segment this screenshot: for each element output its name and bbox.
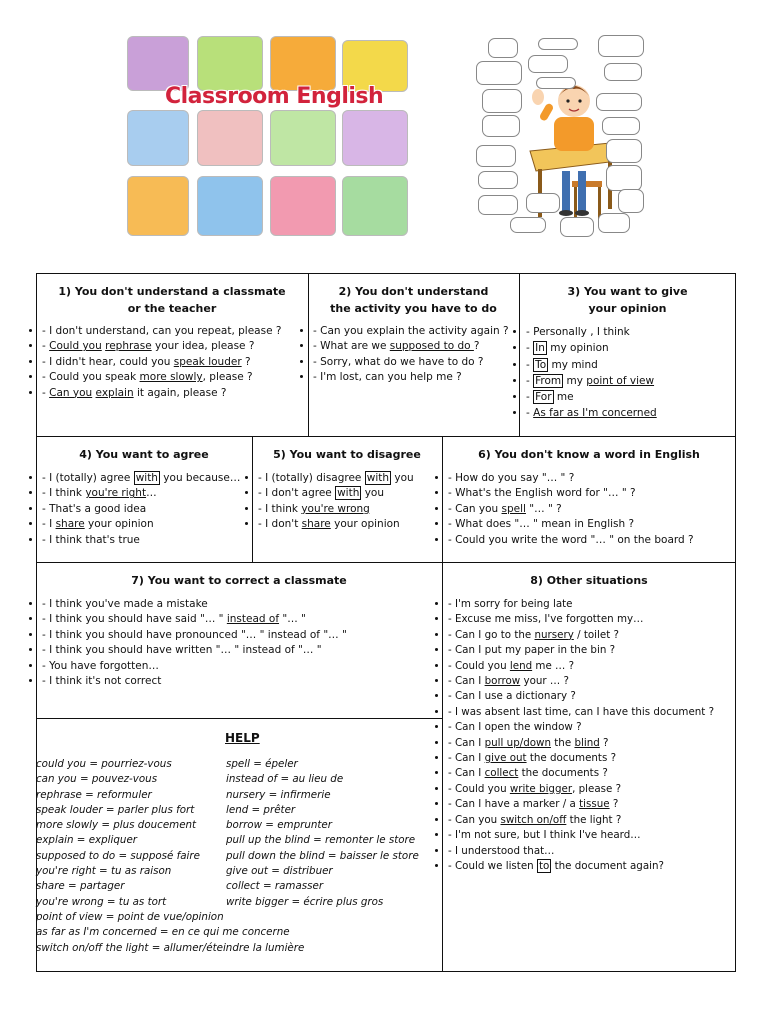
glossary-item: give out = distribuer xyxy=(226,865,333,878)
section-3-title-line1: 3) You want to give xyxy=(567,285,688,298)
list-item: • - Could you lend me … ? xyxy=(448,659,714,674)
glossary-item: explain = expliquer xyxy=(36,834,138,847)
section-8-list xyxy=(448,597,714,874)
speech-bubble xyxy=(536,77,576,89)
section-7-heading: 7) You want to correct a classmate xyxy=(131,574,347,587)
list-item: • - Excuse me miss, I've forgotten my… xyxy=(448,612,714,627)
poster-tile xyxy=(270,110,336,166)
list-item: • - You have forgotten… xyxy=(42,659,347,674)
list-item: • - I think it's not correct xyxy=(42,674,347,689)
section-5-heading: 5) You want to disagree xyxy=(273,448,421,461)
poster-tile xyxy=(197,176,263,236)
list-item: • - Could you rephrase your idea, please ? xyxy=(42,339,281,354)
section-8-heading: 8) Other situations xyxy=(530,574,648,587)
list-item: • - From my point of view xyxy=(526,373,657,389)
list-item: • - I don't understand, can you repeat, please ? xyxy=(42,324,281,339)
section-1-list xyxy=(42,324,281,401)
speech-bubble xyxy=(476,61,522,85)
list-item: • - Personally , I think xyxy=(526,324,657,340)
list-item: • - I'm not sure, but I think I've heard… xyxy=(448,828,714,843)
speech-bubble xyxy=(602,117,640,135)
list-item: • - As far as I'm concerned xyxy=(526,405,657,421)
section-1-heading xyxy=(36,283,308,317)
list-item: • - I (totally) agree with you because… xyxy=(42,471,240,486)
glossary-item: speak louder = parler plus fort xyxy=(36,803,195,816)
boy-with-speech-bubbles-illustration xyxy=(474,31,644,239)
list-item: • - Can I put my paper in the bin ? xyxy=(448,643,714,658)
section-4-heading: 4) You want to agree xyxy=(79,448,209,461)
list-item: • - Could you write the word "… " on the board ? xyxy=(448,533,694,548)
list-item: • - I think you should have pronounced "… " instead of "… " xyxy=(42,628,347,643)
poster-title: Classroom English xyxy=(165,84,384,109)
list-item: • - I think you should have written "… " instead of "… " xyxy=(42,643,347,658)
glossary-item: spell = épeler xyxy=(226,758,298,770)
list-item: • - Can you switch on/off the light ? xyxy=(448,813,714,828)
glossary-item: can you = pouvez-vous xyxy=(36,773,158,786)
speech-bubble xyxy=(482,89,522,113)
section-6-heading: 6) You don't know a word in English xyxy=(478,448,700,461)
speech-bubble xyxy=(604,63,642,81)
glossary-item: as far as I'm concerned = en ce qui me concerne xyxy=(36,926,290,939)
glossary-item: you're wrong = tu as tort xyxy=(36,895,167,908)
poster-tile xyxy=(270,36,336,91)
list-item: • - For me xyxy=(526,389,657,405)
list-item: • - Sorry, what do we have to do ? xyxy=(313,355,509,370)
list-item: • - Could you write bigger, please ? xyxy=(448,782,714,797)
section-1-title-line2: or the teacher xyxy=(127,302,217,315)
list-item: • - What's the English word for "… " ? xyxy=(448,486,694,501)
list-item: • - Can I borrow your … ? xyxy=(448,674,714,689)
speech-bubble xyxy=(618,189,644,213)
list-item: • - Can I use a dictionary ? xyxy=(448,689,714,704)
glossary-item: you're right = tu as raison xyxy=(36,865,172,878)
list-item: • - Can I open the window ? xyxy=(448,720,714,735)
glossary-item: instead of = au lieu de xyxy=(226,773,344,786)
poster-tile xyxy=(127,176,189,236)
poster-tile xyxy=(127,110,189,166)
speech-bubble xyxy=(478,195,518,215)
glossary-item: could you = pourriez-vous xyxy=(36,758,172,770)
list-item: • - To my mind xyxy=(526,357,657,373)
list-item: • - I think you should have said "… " instead of "… " xyxy=(42,612,347,627)
speech-bubble xyxy=(526,193,560,213)
list-item: • - Can I collect the documents ? xyxy=(448,766,714,781)
list-item: • - I didn't hear, could you speak louder ? xyxy=(42,355,281,370)
section-2-title-line2: the activity you have to do xyxy=(330,302,497,315)
list-item: • - I think that's true xyxy=(42,533,240,548)
speech-bubble xyxy=(476,145,516,167)
glossary-item: more slowly = plus doucement xyxy=(36,819,197,832)
section-2-list xyxy=(313,324,509,386)
glossary-item: write bigger = écrire plus gros xyxy=(226,895,384,908)
phrases-table xyxy=(36,273,736,972)
poster-tile xyxy=(342,110,408,166)
list-item: • - I think you're wrong xyxy=(258,502,414,517)
speech-bubble xyxy=(488,38,518,58)
list-item: • - Could we listen to the document again? xyxy=(448,859,714,874)
list-item: • - Can I pull up/down the blind ? xyxy=(448,736,714,751)
list-item: • - Can you explain the activity again ? xyxy=(313,324,509,339)
section-3-list xyxy=(526,324,657,422)
glossary-item: borrow = emprunter xyxy=(226,819,332,832)
list-item: • - Can I give out the documents ? xyxy=(448,751,714,766)
glossary-item: point of view = point de vue/opinion xyxy=(36,910,224,923)
list-item: • - Can you explain it again, please ? xyxy=(42,386,281,401)
poster-tile xyxy=(127,36,189,91)
help-glossary-column-2 xyxy=(226,757,419,910)
list-item: • - I understood that… xyxy=(448,844,714,859)
list-item: • - I don't agree with you xyxy=(258,486,414,501)
section-3-title-line2: your opinion xyxy=(588,302,667,315)
speech-bubble xyxy=(538,38,578,50)
glossary-item: share = partager xyxy=(36,880,125,893)
speech-bubble xyxy=(560,217,594,237)
list-item: • - I think you've made a mistake xyxy=(42,597,347,612)
section-6-list xyxy=(448,471,694,548)
list-item: • - I'm lost, can you help me ? xyxy=(313,370,509,385)
section-2-heading xyxy=(308,283,519,317)
glossary-item: lend = prêter xyxy=(226,803,296,816)
speech-bubble xyxy=(478,171,518,189)
classroom-english-poster xyxy=(127,36,410,239)
section-5-list xyxy=(258,471,414,533)
list-item: • - I don't share your opinion xyxy=(258,517,414,532)
list-item: • - I share your opinion xyxy=(42,517,240,532)
list-item: • - I'm sorry for being late xyxy=(448,597,714,612)
poster-tile xyxy=(342,176,408,236)
speech-bubble xyxy=(482,115,520,137)
glossary-item: supposed to do = supposé faire xyxy=(36,849,200,862)
list-item: • - I was absent last time, can I have this document ? xyxy=(448,705,714,720)
speech-bubble xyxy=(606,165,642,191)
section-1-title-line1: 1) You don't understand a classmate xyxy=(58,285,286,298)
list-item: • - Can I go to the nursery / toilet ? xyxy=(448,628,714,643)
list-item: • - What are we supposed to do ? xyxy=(313,339,509,354)
list-item: • - Can I have a marker / a tissue ? xyxy=(448,797,714,812)
list-item: • - Can you spell "… " ? xyxy=(448,502,694,517)
glossary-item: pull down the blind = baisser le store xyxy=(226,849,419,862)
list-item: • - What does "… " mean in English ? xyxy=(448,517,694,532)
section-4-list xyxy=(42,471,240,548)
poster-tile xyxy=(270,176,336,236)
list-item: • - I think you're right… xyxy=(42,486,240,501)
poster-tile xyxy=(197,110,263,166)
section-7-list xyxy=(42,597,347,689)
speech-bubble xyxy=(510,217,546,233)
poster-tile xyxy=(197,36,263,91)
glossary-item: collect = ramasser xyxy=(226,880,324,893)
list-item: • - Could you speak more slowly, please ? xyxy=(42,370,281,385)
list-item: • - That's a good idea xyxy=(42,502,240,517)
glossary-item: nursery = infirmerie xyxy=(226,788,331,801)
list-item: • - I (totally) disagree with you xyxy=(258,471,414,486)
help-title: HELP xyxy=(225,731,260,745)
glossary-item: rephrase = reformuler xyxy=(36,788,152,801)
speech-bubble xyxy=(596,93,642,111)
section-2-title-line1: 2) You don't understand xyxy=(338,285,489,298)
speech-bubble xyxy=(606,139,642,163)
glossary-item: pull up the blind = remonter le store xyxy=(226,834,416,847)
glossary-item: switch on/off the light = allumer/éteindre la lumière xyxy=(36,941,305,954)
speech-bubble xyxy=(598,35,644,57)
speech-bubble xyxy=(598,213,630,233)
speech-bubble xyxy=(528,55,568,73)
list-item: • - In my opinion xyxy=(526,340,657,356)
list-item: • - How do you say "… " ? xyxy=(448,471,694,486)
section-3-heading xyxy=(519,283,736,317)
